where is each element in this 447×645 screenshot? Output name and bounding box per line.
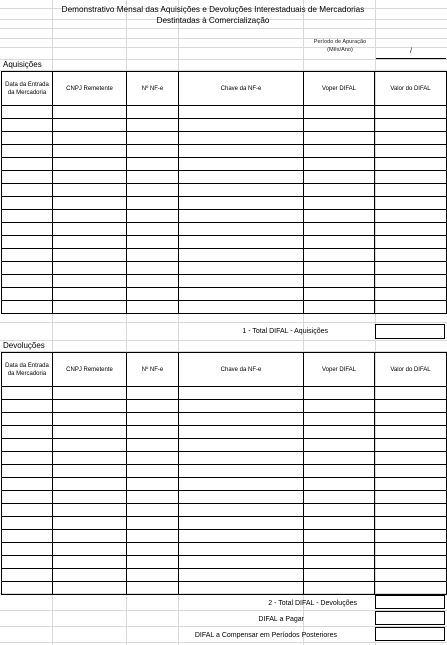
devolucoes-cell[interactable] <box>179 491 304 504</box>
devolucoes-cell[interactable] <box>127 413 179 426</box>
aquisicoes-cell[interactable] <box>304 158 375 171</box>
aquisicoes-cell[interactable] <box>304 249 375 262</box>
aquisicoes-row <box>2 262 447 275</box>
aquisicoes-cell[interactable] <box>304 210 375 223</box>
aquisicoes-cell[interactable] <box>127 210 179 223</box>
aquisicoes-cell[interactable] <box>53 106 127 119</box>
aquisicoes-cell[interactable] <box>375 184 447 197</box>
devolucoes-cell[interactable] <box>375 530 447 543</box>
devolucoes-cell[interactable] <box>375 400 447 413</box>
devolucoes-cell[interactable] <box>304 530 375 543</box>
devolucoes-cell[interactable] <box>53 413 127 426</box>
aquisicoes-cell[interactable] <box>127 145 179 158</box>
devolucoes-header-cell: CNPJ Remetente <box>53 353 127 387</box>
aquisicoes-cell[interactable] <box>304 275 375 288</box>
devolucoes-cell[interactable] <box>53 426 127 439</box>
aquisicoes-cell[interactable] <box>2 262 53 275</box>
aquisicoes-cell[interactable] <box>375 288 447 301</box>
aquisicoes-cell[interactable] <box>2 223 53 236</box>
devolucoes-cell[interactable] <box>127 465 179 478</box>
aquisicoes-header-cell: Valor do DIFAL <box>375 72 447 106</box>
aquisicoes-cell[interactable] <box>2 171 53 184</box>
devolucoes-row <box>2 387 447 400</box>
devolucoes-row <box>2 452 447 465</box>
aquisicoes-cell[interactable] <box>179 288 304 301</box>
devolucoes-cell[interactable] <box>2 491 53 504</box>
aquisicoes-cell[interactable] <box>179 236 304 249</box>
devolucoes-row <box>2 517 447 530</box>
devolucoes-cell[interactable] <box>304 426 375 439</box>
devolucoes-cell[interactable] <box>179 569 304 582</box>
aquisicoes-cell[interactable] <box>2 288 53 301</box>
devolucoes-cell[interactable] <box>53 478 127 491</box>
devolucoes-table <box>1 352 447 595</box>
aquisicoes-cell[interactable] <box>179 301 304 314</box>
devolucoes-cell[interactable] <box>127 530 179 543</box>
devolucoes-cell[interactable] <box>304 556 375 569</box>
devolucoes-cell[interactable] <box>53 582 127 595</box>
aquisicoes-cell[interactable] <box>2 119 53 132</box>
devolucoes-cell[interactable] <box>179 504 304 517</box>
aquisicoes-cell[interactable] <box>2 301 53 314</box>
aquisicoes-cell[interactable] <box>179 249 304 262</box>
aquisicoes-row <box>2 236 447 249</box>
aquisicoes-row <box>2 197 447 210</box>
aquisicoes-cell[interactable] <box>179 132 304 145</box>
aquisicoes-cell[interactable] <box>2 210 53 223</box>
devolucoes-cell[interactable] <box>179 517 304 530</box>
devolucoes-cell[interactable] <box>304 543 375 556</box>
aquisicoes-cell[interactable] <box>304 301 375 314</box>
devolucoes-cell[interactable] <box>304 569 375 582</box>
devolucoes-cell[interactable] <box>2 569 53 582</box>
devolucoes-cell[interactable] <box>127 517 179 530</box>
devolucoes-cell[interactable] <box>127 504 179 517</box>
devolucoes-cell[interactable] <box>2 504 53 517</box>
devolucoes-row <box>2 478 447 491</box>
difal-pagar-label: DIFAL a Pagar <box>258 616 304 623</box>
devolucoes-header-cell: Chave da NF-e <box>179 353 304 387</box>
devolucoes-row <box>2 439 447 452</box>
devolucoes-cell[interactable] <box>375 465 447 478</box>
periodo-label-line-2: (Mês/Ano) <box>327 47 353 53</box>
devolucoes-header-row <box>2 353 447 387</box>
aquisicoes-cell[interactable] <box>53 119 127 132</box>
devolucoes-cell[interactable] <box>375 491 447 504</box>
aquisicoes-header-cell: Voper DIFAL <box>304 72 375 106</box>
aquisicoes-cell[interactable] <box>179 171 304 184</box>
aquisicoes-cell[interactable] <box>375 171 447 184</box>
devolucoes-row <box>2 465 447 478</box>
devolucoes-cell[interactable] <box>179 387 304 400</box>
devolucoes-cell[interactable] <box>179 582 304 595</box>
devolucoes-row <box>2 582 447 595</box>
aquisicoes-cell[interactable] <box>127 171 179 184</box>
aquisicoes-cell[interactable] <box>304 132 375 145</box>
devolucoes-cell[interactable] <box>2 543 53 556</box>
aquisicoes-cell[interactable] <box>53 171 127 184</box>
aquisicoes-cell[interactable] <box>179 223 304 236</box>
aquisicoes-cell[interactable] <box>127 236 179 249</box>
aquisicoes-cell[interactable] <box>53 249 127 262</box>
aquisicoes-cell[interactable] <box>375 223 447 236</box>
devolucoes-cell[interactable] <box>304 413 375 426</box>
devolucoes-cell[interactable] <box>127 439 179 452</box>
devolucoes-cell[interactable] <box>2 413 53 426</box>
devolucoes-cell[interactable] <box>53 556 127 569</box>
aquisicoes-row <box>2 106 447 119</box>
section-aquisicoes-label: Aquisições <box>3 60 42 69</box>
aquisicoes-cell[interactable] <box>304 106 375 119</box>
aquisicoes-cell[interactable] <box>127 275 179 288</box>
aquisicoes-cell[interactable] <box>2 197 53 210</box>
aquisicoes-row <box>2 158 447 171</box>
aquisicoes-cell[interactable] <box>179 210 304 223</box>
devolucoes-cell[interactable] <box>179 413 304 426</box>
aquisicoes-cell[interactable] <box>375 301 447 314</box>
devolucoes-row <box>2 569 447 582</box>
aquisicoes-cell[interactable] <box>304 262 375 275</box>
devolucoes-cell[interactable] <box>127 400 179 413</box>
devolucoes-cell[interactable] <box>127 543 179 556</box>
devolucoes-cell[interactable] <box>304 387 375 400</box>
aquisicoes-cell[interactable] <box>179 145 304 158</box>
devolucoes-cell[interactable] <box>375 543 447 556</box>
aquisicoes-cell[interactable] <box>2 275 53 288</box>
devolucoes-cell[interactable] <box>375 504 447 517</box>
aquisicoes-cell[interactable] <box>179 275 304 288</box>
devolucoes-row <box>2 556 447 569</box>
devolucoes-cell[interactable] <box>127 556 179 569</box>
aquisicoes-cell[interactable] <box>53 158 127 171</box>
aquisicoes-cell[interactable] <box>127 158 179 171</box>
aquisicoes-cell[interactable] <box>375 158 447 171</box>
devolucoes-row <box>2 426 447 439</box>
devolucoes-cell[interactable] <box>375 556 447 569</box>
devolucoes-cell[interactable] <box>2 478 53 491</box>
aquisicoes-cell[interactable] <box>127 288 179 301</box>
aquisicoes-row <box>2 223 447 236</box>
aquisicoes-cell[interactable] <box>2 158 53 171</box>
devolucoes-cell[interactable] <box>179 465 304 478</box>
aquisicoes-cell[interactable] <box>304 223 375 236</box>
aquisicoes-cell[interactable] <box>53 145 127 158</box>
aquisicoes-cell[interactable] <box>375 210 447 223</box>
aquisicoes-cell[interactable] <box>179 197 304 210</box>
gridline-h <box>0 642 447 643</box>
aquisicoes-cell[interactable] <box>53 301 127 314</box>
aquisicoes-cell[interactable] <box>304 236 375 249</box>
devolucoes-cell[interactable] <box>127 569 179 582</box>
aquisicoes-cell[interactable] <box>375 145 447 158</box>
devolucoes-cell[interactable] <box>53 465 127 478</box>
devolucoes-cell[interactable] <box>179 556 304 569</box>
aquisicoes-cell[interactable] <box>2 132 53 145</box>
devolucoes-cell[interactable] <box>375 439 447 452</box>
aquisicoes-cell[interactable] <box>375 275 447 288</box>
aquisicoes-cell[interactable] <box>304 119 375 132</box>
gridline-h <box>0 340 447 341</box>
devolucoes-cell[interactable] <box>375 478 447 491</box>
devolucoes-cell[interactable] <box>53 517 127 530</box>
aquisicoes-cell[interactable] <box>375 132 447 145</box>
devolucoes-cell[interactable] <box>179 478 304 491</box>
aquisicoes-cell[interactable] <box>375 197 447 210</box>
aquisicoes-header-cell: CNPJ Remetente <box>53 72 127 106</box>
aquisicoes-cell[interactable] <box>375 106 447 119</box>
aquisicoes-row <box>2 171 447 184</box>
periodo-label <box>305 38 375 54</box>
devolucoes-cell[interactable] <box>304 452 375 465</box>
devolucoes-row <box>2 413 447 426</box>
aquisicoes-cell[interactable] <box>53 132 127 145</box>
devolucoes-cell[interactable] <box>127 387 179 400</box>
periodo-label-line-1: Período de Apuração <box>313 39 367 45</box>
devolucoes-header-cell: Valor do DIFAL <box>375 353 447 387</box>
devolucoes-cell[interactable] <box>2 439 53 452</box>
aquisicoes-cell[interactable] <box>127 132 179 145</box>
devolucoes-cell[interactable] <box>2 452 53 465</box>
devolucoes-cell[interactable] <box>304 439 375 452</box>
gridline-h <box>0 38 447 39</box>
devolucoes-cell[interactable] <box>179 426 304 439</box>
devolucoes-cell[interactable] <box>2 582 53 595</box>
periodo-underline <box>376 58 446 59</box>
aquisicoes-body <box>2 106 447 314</box>
aquisicoes-cell[interactable] <box>304 184 375 197</box>
devolucoes-cell[interactable] <box>53 504 127 517</box>
devolucoes-header-cell: Nº NF-e <box>127 353 179 387</box>
devolucoes-cell[interactable] <box>375 569 447 582</box>
devolucoes-cell[interactable] <box>2 387 53 400</box>
devolucoes-cell[interactable] <box>2 556 53 569</box>
devolucoes-cell[interactable] <box>304 504 375 517</box>
devolucoes-cell[interactable] <box>2 517 53 530</box>
aquisicoes-cell[interactable] <box>304 145 375 158</box>
aquisicoes-cell[interactable] <box>179 262 304 275</box>
devolucoes-cell[interactable] <box>2 400 53 413</box>
aquisicoes-cell[interactable] <box>53 210 127 223</box>
aquisicoes-cell[interactable] <box>2 249 53 262</box>
aquisicoes-table <box>1 71 447 314</box>
aquisicoes-row <box>2 145 447 158</box>
aquisicoes-cell[interactable] <box>2 145 53 158</box>
aquisicoes-cell[interactable] <box>179 184 304 197</box>
title-line-1: Demonstrativo Mensal das Aquisições e Devoluções Interestaduais de Mercadorias <box>61 5 365 14</box>
devolucoes-row <box>2 530 447 543</box>
aquisicoes-row <box>2 301 447 314</box>
devolucoes-cell[interactable] <box>179 400 304 413</box>
aquisicoes-cell[interactable] <box>2 184 53 197</box>
aquisicoes-cell[interactable] <box>304 197 375 210</box>
devolucoes-cell[interactable] <box>375 426 447 439</box>
aquisicoes-cell[interactable] <box>53 236 127 249</box>
devolucoes-cell[interactable] <box>53 530 127 543</box>
devolucoes-cell[interactable] <box>127 478 179 491</box>
aquisicoes-cell[interactable] <box>53 223 127 236</box>
devolucoes-cell[interactable] <box>179 543 304 556</box>
aquisicoes-cell[interactable] <box>375 119 447 132</box>
aquisicoes-cell[interactable] <box>179 119 304 132</box>
aquisicoes-cell[interactable] <box>53 197 127 210</box>
devolucoes-cell[interactable] <box>304 582 375 595</box>
devolucoes-cell[interactable] <box>304 478 375 491</box>
devolucoes-cell[interactable] <box>127 582 179 595</box>
difal-compensar-label: DIFAL a Compensar em Períodos Posteriores <box>194 632 337 639</box>
devolucoes-cell[interactable] <box>2 530 53 543</box>
devolucoes-cell[interactable] <box>2 465 53 478</box>
aquisicoes-cell[interactable] <box>375 236 447 249</box>
aquisicoes-row <box>2 184 447 197</box>
aquisicoes-header-cell: Chave da NF-e <box>179 72 304 106</box>
devolucoes-cell[interactable] <box>375 517 447 530</box>
aquisicoes-cell[interactable] <box>375 249 447 262</box>
title-line-2: Destintadas à Comercialização <box>156 16 270 25</box>
devolucoes-cell[interactable] <box>375 413 447 426</box>
devolucoes-cell[interactable] <box>127 491 179 504</box>
periodo-value[interactable]: / <box>410 48 412 55</box>
devolucoes-cell[interactable] <box>53 491 127 504</box>
total-aquisicoes-value-box[interactable] <box>375 324 445 339</box>
aquisicoes-cell[interactable] <box>2 106 53 119</box>
devolucoes-cell[interactable] <box>53 439 127 452</box>
aquisicoes-cell[interactable] <box>127 223 179 236</box>
aquisicoes-cell[interactable] <box>2 236 53 249</box>
aquisicoes-cell[interactable] <box>127 119 179 132</box>
aquisicoes-cell[interactable] <box>53 184 127 197</box>
difal-compensar-value-box[interactable] <box>375 627 445 641</box>
aquisicoes-row <box>2 288 447 301</box>
aquisicoes-row <box>2 249 447 262</box>
aquisicoes-cell[interactable] <box>53 262 127 275</box>
devolucoes-header-cell: Voper DIFAL <box>304 353 375 387</box>
aquisicoes-cell[interactable] <box>127 249 179 262</box>
aquisicoes-cell[interactable] <box>179 158 304 171</box>
devolucoes-cell[interactable] <box>53 400 127 413</box>
devolucoes-row <box>2 491 447 504</box>
aquisicoes-cell[interactable] <box>304 171 375 184</box>
devolucoes-cell[interactable] <box>53 452 127 465</box>
aquisicoes-cell[interactable] <box>53 288 127 301</box>
devolucoes-cell[interactable] <box>304 400 375 413</box>
total-devolucoes-label: 2 - Total DIFAL - Devoluções <box>268 600 357 607</box>
devolucoes-cell[interactable] <box>179 530 304 543</box>
devolucoes-cell[interactable] <box>304 465 375 478</box>
gridline-h <box>0 322 447 323</box>
section-devolucoes-label: Devoluções <box>3 341 45 350</box>
aquisicoes-header-cell: Data da Entrada da Mercadoria <box>2 72 53 106</box>
devolucoes-cell[interactable] <box>375 452 447 465</box>
total-aquisicoes-label: 1 - Total DIFAL - Aquisições <box>242 328 328 335</box>
document-title <box>52 4 374 26</box>
aquisicoes-cell[interactable] <box>375 262 447 275</box>
aquisicoes-header-cell: Nº NF-e <box>127 72 179 106</box>
aquisicoes-row <box>2 119 447 132</box>
gridline-h <box>0 28 447 29</box>
devolucoes-cell[interactable] <box>127 452 179 465</box>
devolucoes-cell[interactable] <box>375 387 447 400</box>
aquisicoes-cell[interactable] <box>179 106 304 119</box>
devolucoes-header-cell: Data da Entrada da Mercadoria <box>2 353 53 387</box>
devolucoes-row <box>2 504 447 517</box>
total-devolucoes-value-box[interactable] <box>375 595 445 609</box>
aquisicoes-cell[interactable] <box>304 288 375 301</box>
aquisicoes-cell[interactable] <box>127 106 179 119</box>
aquisicoes-row <box>2 132 447 145</box>
devolucoes-cell[interactable] <box>304 491 375 504</box>
devolucoes-cell[interactable] <box>375 582 447 595</box>
gridline-h <box>0 59 447 60</box>
devolucoes-cell[interactable] <box>179 452 304 465</box>
devolucoes-row <box>2 543 447 556</box>
devolucoes-cell[interactable] <box>2 426 53 439</box>
difal-pagar-value-box[interactable] <box>375 611 445 625</box>
devolucoes-cell[interactable] <box>127 426 179 439</box>
aquisicoes-row <box>2 210 447 223</box>
aquisicoes-cell[interactable] <box>127 197 179 210</box>
aquisicoes-cell[interactable] <box>127 262 179 275</box>
devolucoes-cell[interactable] <box>53 387 127 400</box>
aquisicoes-cell[interactable] <box>53 275 127 288</box>
aquisicoes-header-row <box>2 72 447 106</box>
devolucoes-body <box>2 387 447 595</box>
devolucoes-cell[interactable] <box>53 543 127 556</box>
devolucoes-cell[interactable] <box>53 569 127 582</box>
devolucoes-row <box>2 400 447 413</box>
devolucoes-cell[interactable] <box>179 439 304 452</box>
aquisicoes-row <box>2 275 447 288</box>
aquisicoes-cell[interactable] <box>127 184 179 197</box>
devolucoes-cell[interactable] <box>304 517 375 530</box>
aquisicoes-cell[interactable] <box>127 301 179 314</box>
